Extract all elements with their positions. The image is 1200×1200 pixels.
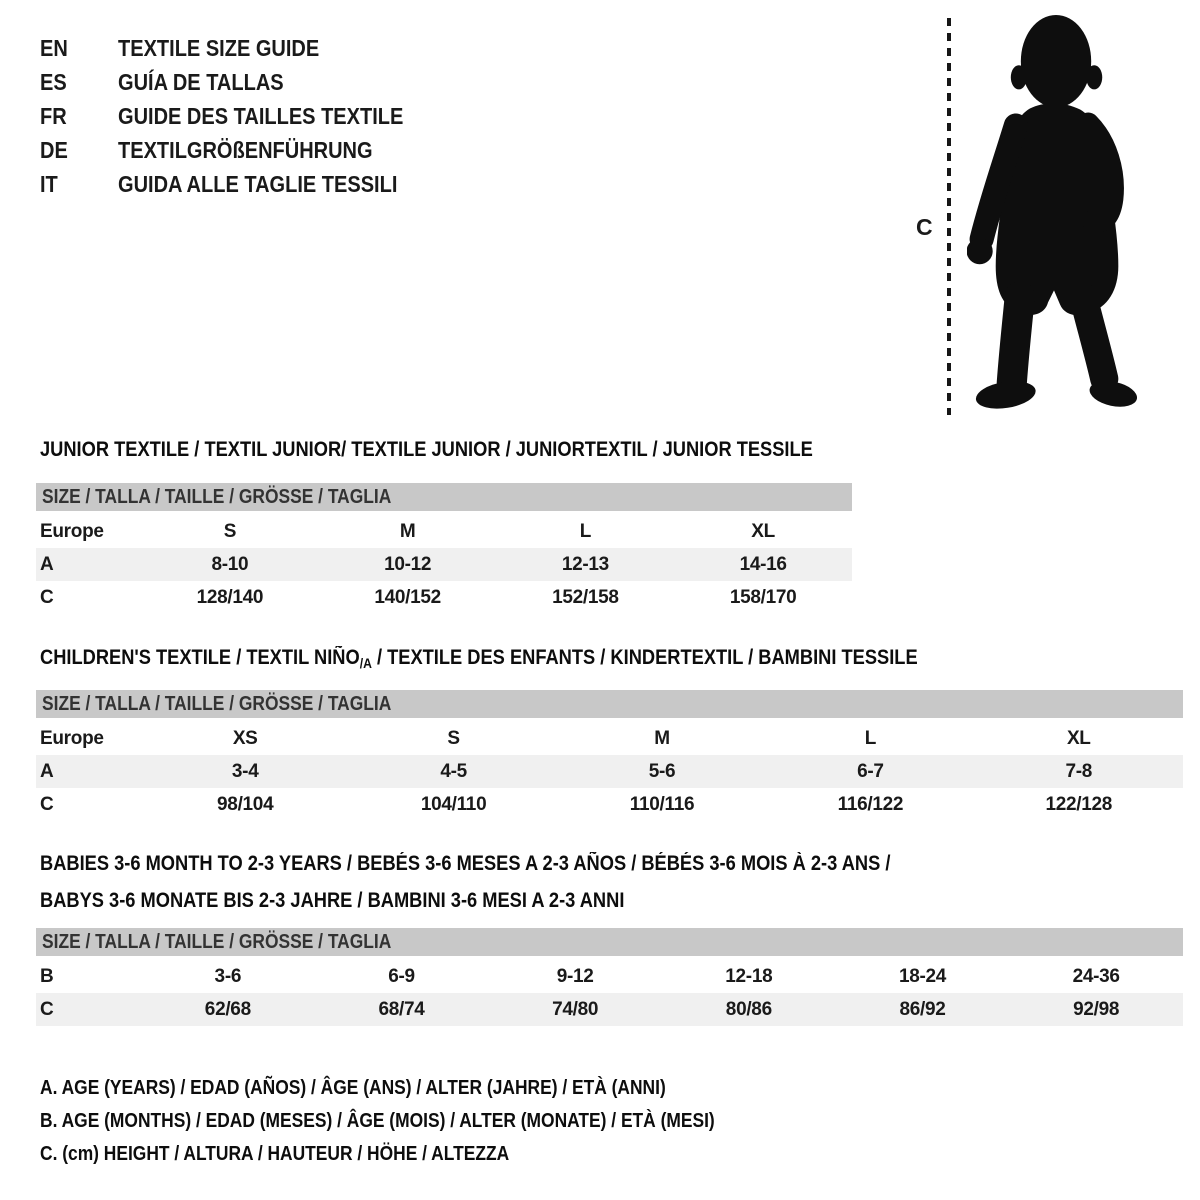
size-cell: 6-9 <box>388 966 415 987</box>
row-label: A <box>40 761 54 782</box>
language-label: GUIDA ALLE TAGLIE TESSILI <box>118 171 398 197</box>
language-code: FR <box>40 103 67 129</box>
size-cell: 86/92 <box>899 999 946 1020</box>
table-row-europe <box>36 722 1183 755</box>
size-cell: 92/98 <box>1073 999 1120 1020</box>
language-list <box>40 31 446 201</box>
table-row-height <box>36 993 1183 1026</box>
size-cell: 3-6 <box>214 966 242 987</box>
size-cell: 158/170 <box>729 587 797 608</box>
size-cell: M <box>399 521 416 542</box>
language-label: GUIDE DES TAILLES TEXTILE <box>118 103 404 129</box>
height-measure-dashed-line <box>947 18 951 415</box>
size-cell: M <box>654 728 670 749</box>
row-label: A <box>40 554 54 575</box>
language-row-de <box>40 133 446 167</box>
size-cell: 122/128 <box>1045 794 1113 815</box>
legend-line-c: C. (cm) HEIGHT / ALTURA / HAUTEUR / HÖHE / ALTEZZA <box>40 1143 510 1165</box>
language-code: EN <box>40 35 68 61</box>
size-cell: 3-4 <box>231 761 259 782</box>
junior-section-title: JUNIOR TEXTILE / TEXTIL JUNIOR/ TEXTILE JUNIOR / JUNIORTEXTIL / JUNIOR TESSILE <box>40 438 813 461</box>
size-cell: XL <box>1066 728 1091 749</box>
size-cell: 8-10 <box>211 554 249 575</box>
size-cell: 140/152 <box>374 587 441 608</box>
size-cell: L <box>864 728 877 749</box>
table-row-height <box>36 788 1183 821</box>
size-cell: 98/104 <box>217 794 274 815</box>
language-row-es <box>40 65 446 99</box>
row-label: B <box>40 966 54 987</box>
size-cell: 24-36 <box>1072 966 1120 987</box>
size-cell: XS <box>232 728 258 749</box>
language-label: TEXTILGRÖßENFÜHRUNG <box>118 137 373 163</box>
legend-line-b: B. AGE (MONTHS) / EDAD (MESES) / ÂGE (MOIS) / ALTER (MONATE) / ETÀ (MESI) <box>40 1110 715 1132</box>
table-row-age-months <box>36 960 1183 993</box>
size-cell: 68/74 <box>378 999 425 1020</box>
language-row-en <box>40 31 446 65</box>
size-cell: 12-18 <box>725 966 773 987</box>
table-row-europe <box>36 515 852 548</box>
size-cell: 80/86 <box>725 999 772 1020</box>
size-cell: 104/110 <box>420 794 487 815</box>
children-size-table <box>36 690 1183 821</box>
language-code: DE <box>40 137 68 163</box>
junior-size-table <box>36 483 852 614</box>
row-label: Europe <box>40 521 104 542</box>
size-column-header: SIZE / TALLA / TAILLE / GRÖSSE / TAGLIA <box>36 928 1183 956</box>
size-cell: 14-16 <box>739 554 787 575</box>
size-cell: S <box>447 728 460 749</box>
table-row-age <box>36 755 1183 788</box>
row-label: C <box>40 794 54 815</box>
language-code: ES <box>40 69 67 95</box>
size-cell: L <box>579 521 592 542</box>
size-cell: 5-6 <box>648 761 676 782</box>
size-cell: 6-7 <box>857 761 884 782</box>
table-row-age <box>36 548 852 581</box>
size-cell: 62/68 <box>204 999 251 1020</box>
language-label: TEXTILE SIZE GUIDE <box>118 35 320 61</box>
size-cell: 12-13 <box>561 554 609 575</box>
size-cell: 74/80 <box>552 999 599 1020</box>
row-label: Europe <box>40 728 104 749</box>
size-cell: 4-5 <box>440 761 467 782</box>
babies-size-table <box>36 928 1183 1026</box>
table-row-height <box>36 581 852 614</box>
size-cell: 10-12 <box>384 554 432 575</box>
row-label: C <box>40 587 54 608</box>
legend-line-a: A. AGE (YEARS) / EDAD (AÑOS) / ÂGE (ANS) / ALTER (JAHRE) / ETÀ (ANNI) <box>40 1077 666 1099</box>
size-cell: 9-12 <box>556 966 594 987</box>
size-column-header: SIZE / TALLA / TAILLE / GRÖSSE / TAGLIA <box>36 483 852 511</box>
size-cell: 128/140 <box>196 587 264 608</box>
size-cell: 18-24 <box>898 966 947 987</box>
language-row-fr <box>40 99 446 133</box>
height-measure-label: C <box>916 214 933 240</box>
size-column-header: SIZE / TALLA / TAILLE / GRÖSSE / TAGLIA <box>36 690 1183 718</box>
children-section-title: CHILDREN'S TEXTILE / TEXTIL $NIÑO_{/A}$ / TEXTILE DES ENFANTS / KINDERTEXTIL / BAMBINI TESSILE <box>40 646 918 671</box>
size-cell: 7-8 <box>1065 761 1093 782</box>
babies-section-title: BABIES 3-6 MONTH TO 2-3 YEARS / BEBÉS 3-6 MESES A 2-3 AÑOS / BÉBÉS 3-6 MOIS À 2-3 ANS / BABYS 3-6 MONATE BIS 2-3 JAHRE / BAMBINI 3-6 MESI A 2-3 ANNI <box>40 852 891 912</box>
language-row-it <box>40 167 446 201</box>
row-label: C <box>40 999 54 1020</box>
size-cell: S <box>223 521 237 542</box>
size-cell: 116/122 <box>837 794 904 815</box>
legend <box>40 1072 816 1171</box>
size-cell: XL <box>751 521 775 542</box>
size-cell: 110/116 <box>629 794 695 815</box>
toddler-silhouette-icon <box>967 13 1139 415</box>
language-code: IT <box>40 171 58 197</box>
language-label: GUÍA DE TALLAS <box>118 69 284 95</box>
size-cell: 152/158 <box>552 587 619 608</box>
